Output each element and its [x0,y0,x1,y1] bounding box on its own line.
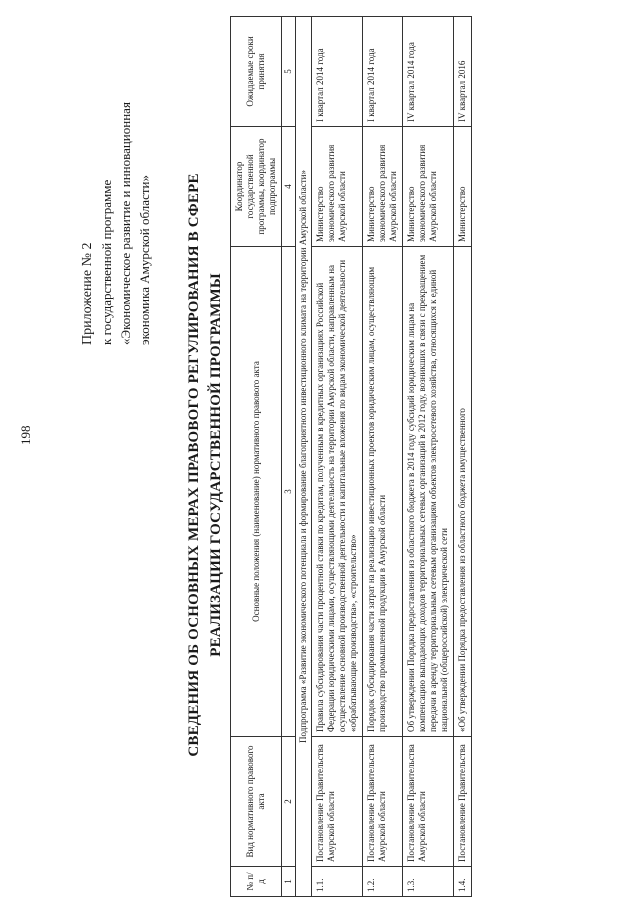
row-act-type: Постановление Правительства [454,737,472,867]
heading-line-1: СВЕДЕНИЯ ОБ ОСНОВНЫХ МЕРАХ ПРАВОВОГО РЕГУЛИРОВАНИЯ В СФЕРЕ [186,173,202,757]
table-header-row [231,17,282,897]
row-act-content: Об утверждении Порядка предоставления из областного бюджета в 2014 году субсидий юридическим лицам на компенсацию выпадающих доходов территориальных сетевых организаций в 2012 году, возникших в связи с прекращением передачи в аренду территориальным сетевым организациям объектов электросетевого хозяйства, относящихся к единой национальной (общероссийской) электрической сети [403,247,454,737]
header-act-content: Основные положения (наименование) нормативного правового акта [231,247,282,737]
page-cut-edge [612,0,640,905]
appendix-note [78,25,154,345]
row-number: 1.4. [454,867,472,897]
document-heading [183,35,227,895]
row-act-type: Постановление Правительства Амурской области [363,737,403,867]
header-coordinator: Координатор государственной программы, координатор подпрограммы [231,127,282,247]
row-act-content: Правила субсидирования части процентной ставки по кредитам, полученным в кредитных организациях Российской Федерации юридическими лицами, осуществляющими деятельность на территории Амурской области, направленным на осуществление основной производственной деятельности и капитальные вложения по видам экономической деятельности «обрабатывающие производства», «строительство» [312,247,363,737]
header-number: № п/д [231,867,282,897]
appendix-line-2: к государственной программе [99,179,114,345]
table-row [363,17,403,897]
column-number: 1 [282,867,296,897]
row-term: I квартал 2014 года [312,17,363,127]
table-row [454,17,472,897]
row-act-content: «Об утверждении Порядка предоставления из областного бюджета имущественного [454,247,472,737]
row-coordinator: Министерство экономического развития Амурской области [312,127,363,247]
row-number: 1.2. [363,867,403,897]
row-coordinator: Министерство экономического развития Амурской области [403,127,454,247]
column-number-row [282,17,296,897]
table-row [403,17,454,897]
column-number: 5 [282,17,296,127]
row-term: IV квартал 2016 [454,17,472,127]
row-coordinator: Министерство [454,127,472,247]
table-row [312,17,363,897]
appendix-line-4: экономика Амурской области» [137,175,152,345]
header-term: Ожидаемые сроки принятия [231,17,282,127]
column-number: 2 [282,737,296,867]
subprogram-row [296,17,312,897]
page-number: 198 [18,425,33,445]
header-act-type: Вид нормативного правового акта [231,737,282,867]
column-number: 4 [282,127,296,247]
column-number: 3 [282,247,296,737]
subprogram-title: Подпрограмма «Развитие экономического потенциала и формирование благоприятного инвестиционного климата на территории Амурской области» [296,17,312,897]
row-coordinator: Министерство экономического развития Амурской области [363,127,403,247]
appendix-line-3: «Экономическое развитие и инновационная [118,102,133,345]
row-act-content: Порядок субсидирования части затрат на реализацию инвестиционных проектов юридическим лицам, осуществляющим производство промышленной продукции в Амурской области [363,247,403,737]
row-term: IV квартал 2014 года [403,17,454,127]
legal-measures-table [230,16,472,897]
row-term: I квартал 2014 года [363,17,403,127]
row-number: 1.3. [403,867,454,897]
row-act-type: Постановление Правительства Амурской области [403,737,454,867]
appendix-title: Приложение № 2 [80,242,95,345]
heading-line-2: РЕАЛИЗАЦИИ ГОСУДАРСТВЕННОЙ ПРОГРАММЫ [208,273,224,657]
row-act-type: Постановление Правительства Амурской области [312,737,363,867]
row-number: 1.1. [312,867,363,897]
